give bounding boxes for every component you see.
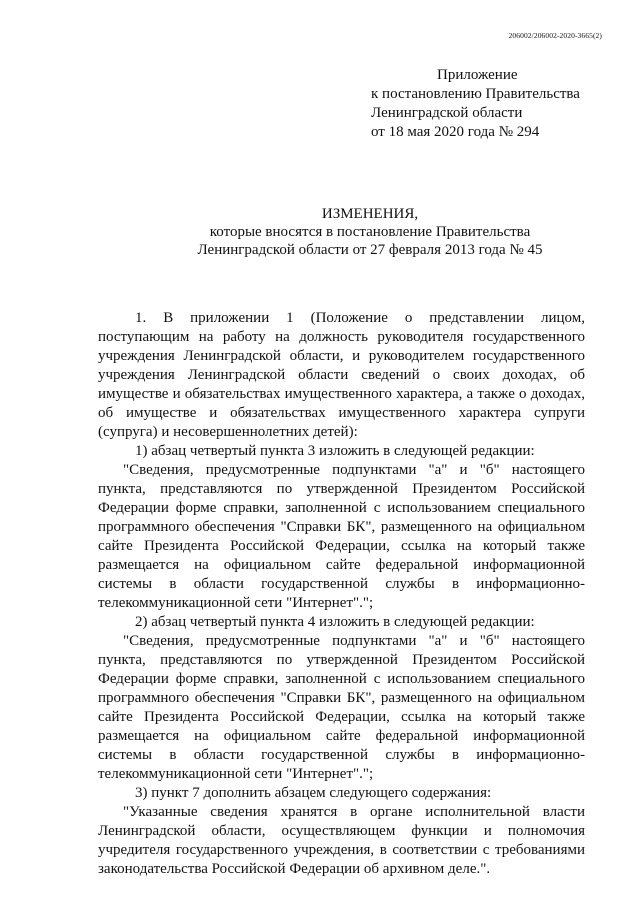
document-title <box>100 205 640 259</box>
paragraph-quote: "Сведения, предусмотренные подпунктами "а" и "б" настоящего пункта, представляются по утвержденной Президентом Российской Федерации форме справки, заполненной с использованием специального программного обеспечения "Справки БК", размещенного на официальном сайте Президента Российской Федерации, ссылка на который также размещается на официальном сайте федеральной информационной системы в области государственной службы в информационно-телекоммуникационной сети "Интернет"."; <box>98 633 585 782</box>
paragraph-item-2: 2) абзац четвертый пункта 4 изложить в следующей редакции: <box>135 614 535 630</box>
paragraph-quote: "Указанные сведения хранятся в органе исполнительной власти Ленинградской области, осуществляющем функции и полномочия учредителя государственного учреждения, в соответствии с требованиями законодательства Российской Федерации об архивном деле.". <box>98 804 585 877</box>
title-heading: ИЗМЕНЕНИЯ, <box>321 206 419 222</box>
document-registration-number: 206002/206002-2020-3665(2) <box>508 31 602 40</box>
appendix-line: Ленинградской области <box>371 105 523 121</box>
appendix-label: Приложение <box>437 67 518 83</box>
paragraph-item-3: 3) пункт 7 дополнить абзацем следующего содержания: <box>135 785 492 801</box>
title-line: Ленинградской области от 27 февраля 2013 года № 45 <box>197 242 543 258</box>
document-body <box>98 309 585 879</box>
paragraph-intro: 1. В приложении 1 (Положение о представлении лицом, поступающим на работу на должность руководителя государственного учреждения Ленинградской области, и руководителем государственного учреждения Ленинградской области сведений о своих доходах, об имуществе и обязательствах имущественного характера, а также о доходах, об имуществе и обязательствах имущественного характера супруги (супруга) и несовершеннолетних детей): <box>98 310 585 440</box>
paragraph-quote: "Сведения, предусмотренные подпунктами "а" и "б" настоящего пункта, представляются по утвержденной Президентом Российской Федерации форме справки, заполненной с использованием специального программного обеспечения "Справки БК", размещенного на официальном сайте Президента Российской Федерации, ссылка на который также размещается на официальном сайте федеральной информационной системы в области государственной службы в информационно-телекоммуникационной сети "Интернет"."; <box>98 462 585 611</box>
title-line: которые вносятся в постановление Правительства <box>209 224 531 240</box>
appendix-block <box>371 66 580 142</box>
paragraph-item-1: 1) абзац четвертый пункта 3 изложить в следующей редакции: <box>135 443 535 459</box>
appendix-date: от 18 мая 2020 года № 294 <box>371 124 540 140</box>
appendix-line: к постановлению Правительства <box>371 86 580 102</box>
